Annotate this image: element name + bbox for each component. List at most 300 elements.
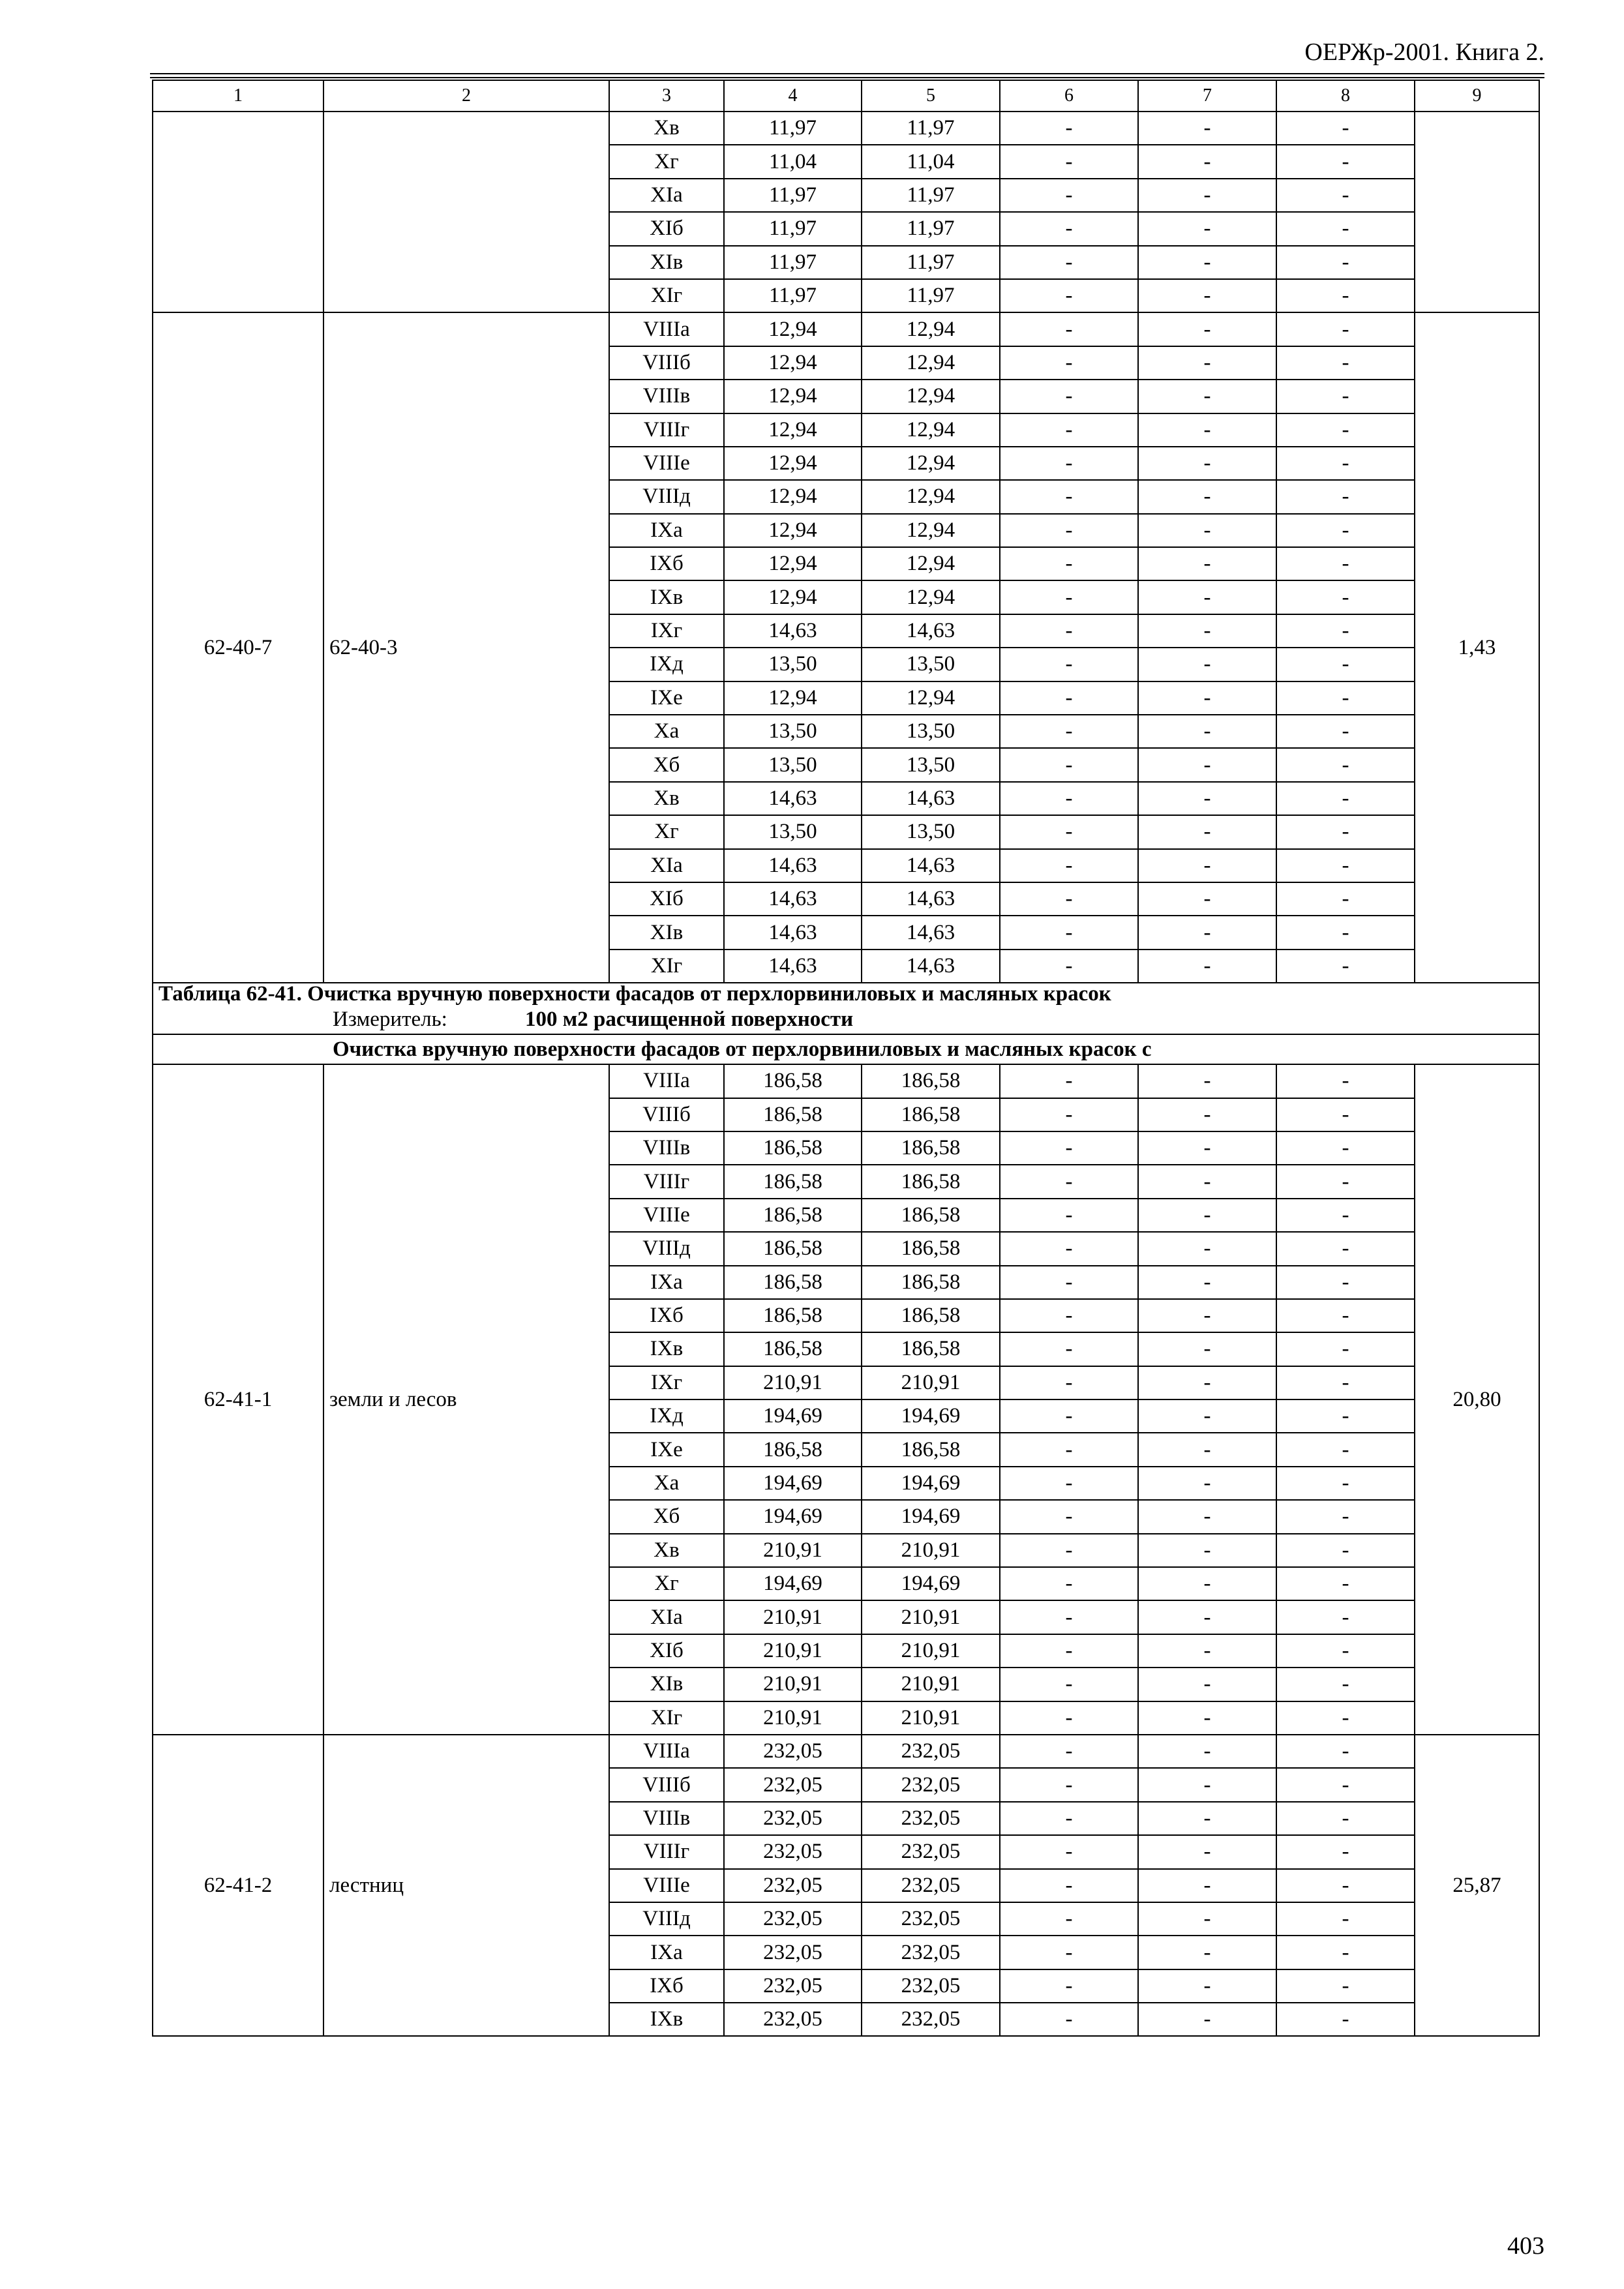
table-title-row	[153, 983, 1539, 1005]
value-cell: 11,97	[862, 179, 1000, 212]
value-cell: 11,97	[724, 212, 862, 245]
dash-cell: -	[1276, 179, 1415, 212]
zone-cell: VIIIв	[609, 1131, 724, 1165]
value-cell: 210,91	[862, 1701, 1000, 1735]
value-cell: 232,05	[724, 2003, 862, 2036]
dash-cell: -	[1276, 1869, 1415, 1902]
dash-cell: -	[1138, 312, 1276, 346]
value-cell: 11,97	[724, 279, 862, 312]
rate-code-cell: 62-41-2	[153, 1735, 323, 2037]
value-cell: 14,63	[724, 916, 862, 949]
dash-cell: -	[1276, 413, 1415, 447]
dash-cell: -	[1138, 1064, 1276, 1098]
dash-cell: -	[1276, 212, 1415, 245]
value-cell: 12,94	[724, 413, 862, 447]
dash-cell: -	[1276, 1835, 1415, 1868]
dash-cell: -	[1000, 346, 1138, 380]
zone-cell: VIIIв	[609, 380, 724, 413]
dash-cell: -	[1276, 681, 1415, 715]
zone-cell: Ха	[609, 715, 724, 748]
dash-cell: -	[1000, 246, 1138, 279]
value-cell: 194,69	[862, 1567, 1000, 1600]
value-cell: 14,63	[862, 882, 1000, 916]
column-number: 5	[862, 80, 1000, 112]
dash-cell: -	[1276, 447, 1415, 480]
header-rule	[150, 73, 1544, 74]
value-cell: 232,05	[724, 1735, 862, 1768]
value-cell: 194,69	[724, 1567, 862, 1600]
value-cell: 12,94	[724, 580, 862, 614]
dash-cell: -	[1000, 1534, 1138, 1567]
dash-cell: -	[1276, 1467, 1415, 1500]
zone-cell: VIIIб	[609, 346, 724, 380]
dash-cell: -	[1000, 212, 1138, 245]
value-cell: 12,94	[724, 681, 862, 715]
zone-cell: IХд	[609, 648, 724, 681]
dash-cell: -	[1000, 547, 1138, 580]
dash-cell: -	[1276, 1266, 1415, 1299]
table-title: Таблица 62-41. Очистка вручную поверхности фасадов от перхлорвиниловых и масляных красок	[153, 983, 1539, 1005]
zone-cell: Хг	[609, 145, 724, 178]
dash-cell: -	[1138, 447, 1276, 480]
header-rule-double	[150, 77, 1544, 78]
dash-cell: -	[1138, 1567, 1276, 1600]
value-cell: 186,58	[724, 1433, 862, 1466]
dash-cell: -	[1138, 950, 1276, 983]
value-cell: 13,50	[724, 748, 862, 781]
value-cell: 210,91	[724, 1600, 862, 1634]
dash-cell: -	[1276, 1802, 1415, 1835]
value-cell: 12,94	[862, 380, 1000, 413]
zone-cell: ХIа	[609, 179, 724, 212]
value-cell: 12,94	[862, 312, 1000, 346]
zone-cell: IХв	[609, 1332, 724, 1366]
value-cell: 12,94	[862, 346, 1000, 380]
dash-cell: -	[1138, 715, 1276, 748]
value-cell: 12,94	[862, 447, 1000, 480]
value-cell: 11,97	[862, 246, 1000, 279]
value-cell: 13,50	[724, 648, 862, 681]
dash-cell: -	[1138, 1399, 1276, 1433]
zone-cell: Хб	[609, 748, 724, 781]
value-cell: 210,91	[724, 1668, 862, 1701]
dash-cell: -	[1138, 782, 1276, 815]
dash-cell: -	[1138, 1500, 1276, 1533]
value-cell: 14,63	[862, 916, 1000, 949]
value-cell: 14,63	[862, 614, 1000, 648]
dash-cell: -	[1138, 1165, 1276, 1198]
dash-cell: -	[1000, 480, 1138, 513]
value-cell: 186,58	[862, 1433, 1000, 1466]
zone-cell: VIIIб	[609, 1098, 724, 1131]
value-cell: 11,04	[724, 145, 862, 178]
dash-cell: -	[1000, 1131, 1138, 1165]
dash-cell: -	[1276, 1969, 1415, 2003]
dash-cell: -	[1000, 1735, 1138, 1768]
dash-cell: -	[1138, 1467, 1276, 1500]
dash-cell: -	[1000, 1433, 1138, 1466]
dash-cell: -	[1276, 1768, 1415, 1801]
value-cell: 12,94	[862, 580, 1000, 614]
value-cell: 232,05	[862, 1969, 1000, 2003]
zone-cell: VIIIе	[609, 447, 724, 480]
dash-cell: -	[1000, 1232, 1138, 1265]
work-description-cell: земли и лесов	[323, 1064, 609, 1735]
value-cell: 186,58	[862, 1232, 1000, 1265]
dash-cell: -	[1000, 279, 1138, 312]
dash-cell: -	[1000, 580, 1138, 614]
dash-cell: -	[1000, 1902, 1138, 1936]
zone-cell: ХIв	[609, 1668, 724, 1701]
dash-cell: -	[1000, 1835, 1138, 1868]
dash-cell: -	[1138, 1634, 1276, 1668]
value-cell: 11,97	[724, 112, 862, 145]
rate-code-cell: 62-40-7	[153, 312, 323, 983]
value-cell: 186,58	[724, 1098, 862, 1131]
zone-cell: IХв	[609, 580, 724, 614]
value-cell: 232,05	[724, 1768, 862, 1801]
dash-cell: -	[1276, 950, 1415, 983]
value-cell: 210,91	[724, 1634, 862, 1668]
column-number: 4	[724, 80, 862, 112]
dash-cell: -	[1000, 1098, 1138, 1131]
value-cell: 186,58	[724, 1064, 862, 1098]
dash-cell: -	[1276, 1534, 1415, 1567]
value-cell: 210,91	[724, 1701, 862, 1735]
dash-cell: -	[1276, 580, 1415, 614]
zone-cell: IХе	[609, 681, 724, 715]
dash-cell: -	[1276, 1902, 1415, 1936]
value-cell: 13,50	[862, 748, 1000, 781]
work-description-cell: лестниц	[323, 1735, 609, 2037]
rate-code-cell	[153, 112, 323, 312]
value-cell: 210,91	[862, 1534, 1000, 1567]
zone-cell: Хг	[609, 1567, 724, 1600]
page-number: 403	[1507, 2232, 1544, 2260]
dash-cell: -	[1138, 547, 1276, 580]
dash-cell: -	[1138, 849, 1276, 882]
value-cell: 12,94	[862, 681, 1000, 715]
zone-cell: ХIа	[609, 1600, 724, 1634]
value-cell: 232,05	[862, 1936, 1000, 1969]
dash-cell: -	[1276, 882, 1415, 916]
dash-cell: -	[1000, 715, 1138, 748]
value-cell: 186,58	[724, 1131, 862, 1165]
zone-cell: IХв	[609, 2003, 724, 2036]
value-cell: 13,50	[724, 815, 862, 848]
dash-cell: -	[1138, 1701, 1276, 1735]
col9-value-cell	[1415, 112, 1539, 312]
measure-cell	[153, 1005, 1539, 1034]
zone-cell: IХа	[609, 1936, 724, 1969]
dash-cell: -	[1138, 614, 1276, 648]
value-cell: 210,91	[862, 1668, 1000, 1701]
dash-cell: -	[1000, 1266, 1138, 1299]
table-row	[153, 1735, 1539, 1768]
zone-cell: IХб	[609, 1969, 724, 2003]
dash-cell: -	[1276, 547, 1415, 580]
dash-cell: -	[1000, 514, 1138, 547]
measure-label: Измеритель:	[333, 1007, 447, 1031]
zone-cell: Ха	[609, 1467, 724, 1500]
dash-cell: -	[1138, 748, 1276, 781]
column-number: 3	[609, 80, 724, 112]
value-cell: 11,97	[862, 112, 1000, 145]
dash-cell: -	[1000, 1467, 1138, 1500]
dash-cell: -	[1138, 1802, 1276, 1835]
value-cell: 12,94	[724, 547, 862, 580]
dash-cell: -	[1276, 1366, 1415, 1399]
dash-cell: -	[1000, 1165, 1138, 1198]
value-cell: 232,05	[862, 1835, 1000, 1868]
zone-cell: IХг	[609, 1366, 724, 1399]
dash-cell: -	[1276, 916, 1415, 949]
value-cell: 13,50	[862, 648, 1000, 681]
dash-cell: -	[1000, 950, 1138, 983]
table-row	[153, 312, 1539, 346]
zone-cell: IХд	[609, 1399, 724, 1433]
dash-cell: -	[1000, 145, 1138, 178]
dash-cell: -	[1000, 1969, 1138, 2003]
value-cell: 13,50	[862, 715, 1000, 748]
value-cell: 186,58	[862, 1266, 1000, 1299]
dash-cell: -	[1138, 246, 1276, 279]
value-cell: 14,63	[724, 882, 862, 916]
value-cell: 194,69	[862, 1500, 1000, 1533]
measure-row	[153, 1005, 1539, 1034]
value-cell: 186,58	[862, 1098, 1000, 1131]
zone-cell: Хв	[609, 112, 724, 145]
value-cell: 12,94	[862, 547, 1000, 580]
table-row	[153, 1064, 1539, 1098]
dash-cell: -	[1276, 246, 1415, 279]
work-description-cell: 62-40-3	[323, 312, 609, 983]
value-cell: 12,94	[724, 346, 862, 380]
value-cell: 12,94	[862, 413, 1000, 447]
dash-cell: -	[1276, 1064, 1415, 1098]
dash-cell: -	[1138, 380, 1276, 413]
dash-cell: -	[1000, 849, 1138, 882]
dash-cell: -	[1276, 1131, 1415, 1165]
dash-cell: -	[1138, 145, 1276, 178]
dash-cell: -	[1276, 514, 1415, 547]
col9-value-cell: 20,80	[1415, 1064, 1539, 1735]
dash-cell: -	[1138, 681, 1276, 715]
section-subtitle-cell	[153, 1034, 1539, 1064]
dash-cell: -	[1000, 1701, 1138, 1735]
value-cell: 232,05	[724, 1936, 862, 1969]
value-cell: 232,05	[862, 1768, 1000, 1801]
dash-cell: -	[1276, 312, 1415, 346]
column-number: 2	[323, 80, 609, 112]
dash-cell: -	[1000, 1600, 1138, 1634]
value-cell: 232,05	[862, 1902, 1000, 1936]
dash-cell: -	[1000, 1399, 1138, 1433]
value-cell: 14,63	[724, 614, 862, 648]
dash-cell: -	[1138, 1969, 1276, 2003]
value-cell: 14,63	[862, 950, 1000, 983]
value-cell: 14,63	[724, 849, 862, 882]
value-cell: 13,50	[862, 815, 1000, 848]
zone-cell: Хв	[609, 782, 724, 815]
dash-cell: -	[1138, 1266, 1276, 1299]
zone-cell: VIIIд	[609, 1902, 724, 1936]
dash-cell: -	[1000, 681, 1138, 715]
value-cell: 13,50	[724, 715, 862, 748]
dash-cell: -	[1000, 1332, 1138, 1366]
zone-cell: VIIIд	[609, 1232, 724, 1265]
dash-cell: -	[1276, 480, 1415, 513]
value-cell: 232,05	[862, 2003, 1000, 2036]
dash-cell: -	[1138, 916, 1276, 949]
value-cell: 14,63	[724, 950, 862, 983]
dash-cell: -	[1000, 1802, 1138, 1835]
dash-cell: -	[1276, 1936, 1415, 1969]
value-cell: 210,91	[862, 1600, 1000, 1634]
dash-cell: -	[1138, 279, 1276, 312]
value-cell: 186,58	[724, 1199, 862, 1232]
dash-cell: -	[1000, 1299, 1138, 1332]
dash-cell: -	[1276, 815, 1415, 848]
value-cell: 12,94	[724, 514, 862, 547]
dash-cell: -	[1138, 1366, 1276, 1399]
dash-cell: -	[1138, 480, 1276, 513]
dash-cell: -	[1276, 1098, 1415, 1131]
dash-cell: -	[1000, 2003, 1138, 2036]
dash-cell: -	[1000, 312, 1138, 346]
value-cell: 11,97	[724, 179, 862, 212]
measure-value: 100 м2 расчищенной поверхности	[525, 1007, 854, 1031]
dash-cell: -	[1000, 1768, 1138, 1801]
dash-cell: -	[1138, 815, 1276, 848]
zone-cell: VIIIа	[609, 1064, 724, 1098]
dash-cell: -	[1276, 1299, 1415, 1332]
zone-cell: Хв	[609, 1534, 724, 1567]
dash-cell: -	[1000, 1936, 1138, 1969]
value-cell: 186,58	[724, 1332, 862, 1366]
dash-cell: -	[1276, 346, 1415, 380]
value-cell: 232,05	[862, 1869, 1000, 1902]
dash-cell: -	[1000, 614, 1138, 648]
dash-cell: -	[1276, 715, 1415, 748]
column-number: 7	[1138, 80, 1276, 112]
dash-cell: -	[1276, 849, 1415, 882]
work-description-cell	[323, 112, 609, 312]
value-cell: 12,94	[862, 480, 1000, 513]
zone-cell: Хб	[609, 1500, 724, 1533]
dash-cell: -	[1276, 1567, 1415, 1600]
value-cell: 186,58	[724, 1232, 862, 1265]
value-cell: 12,94	[724, 312, 862, 346]
section-subtitle-row	[153, 1034, 1539, 1064]
column-number: 1	[153, 80, 323, 112]
table-row	[153, 112, 1539, 145]
dash-cell: -	[1000, 112, 1138, 145]
zone-cell: IХг	[609, 614, 724, 648]
value-cell: 11,97	[724, 246, 862, 279]
dash-cell: -	[1138, 1433, 1276, 1466]
dash-cell: -	[1276, 1232, 1415, 1265]
value-cell: 14,63	[862, 849, 1000, 882]
dash-cell: -	[1138, 1600, 1276, 1634]
value-cell: 12,94	[724, 447, 862, 480]
dash-cell: -	[1276, 1500, 1415, 1533]
dash-cell: -	[1000, 1668, 1138, 1701]
dash-cell: -	[1138, 1869, 1276, 1902]
dash-cell: -	[1138, 648, 1276, 681]
dash-cell: -	[1000, 179, 1138, 212]
value-cell: 186,58	[862, 1199, 1000, 1232]
dash-cell: -	[1276, 1199, 1415, 1232]
zone-cell: IХе	[609, 1433, 724, 1466]
dash-cell: -	[1276, 1668, 1415, 1701]
value-cell: 14,63	[862, 782, 1000, 815]
value-cell: 194,69	[724, 1399, 862, 1433]
dash-cell: -	[1000, 782, 1138, 815]
value-cell: 232,05	[724, 1835, 862, 1868]
dash-cell: -	[1276, 1701, 1415, 1735]
dash-cell: -	[1138, 1768, 1276, 1801]
value-cell: 232,05	[724, 1869, 862, 1902]
dash-cell: -	[1276, 748, 1415, 781]
value-cell: 12,94	[862, 514, 1000, 547]
zone-cell: ХIв	[609, 246, 724, 279]
value-cell: 186,58	[724, 1299, 862, 1332]
value-cell: 210,91	[724, 1534, 862, 1567]
column-number: 8	[1276, 80, 1415, 112]
value-cell: 232,05	[862, 1735, 1000, 1768]
dash-cell: -	[1000, 1634, 1138, 1668]
column-number: 6	[1000, 80, 1138, 112]
dash-cell: -	[1138, 413, 1276, 447]
dash-cell: -	[1138, 1835, 1276, 1868]
dash-cell: -	[1138, 2003, 1276, 2036]
dash-cell: -	[1276, 782, 1415, 815]
dash-cell: -	[1276, 1735, 1415, 1768]
value-cell: 186,58	[724, 1165, 862, 1198]
dash-cell: -	[1138, 1936, 1276, 1969]
dash-cell: -	[1138, 514, 1276, 547]
zone-cell: VIIIа	[609, 312, 724, 346]
dash-cell: -	[1138, 1131, 1276, 1165]
dash-cell: -	[1138, 346, 1276, 380]
dash-cell: -	[1138, 1299, 1276, 1332]
zone-cell: VIIIг	[609, 413, 724, 447]
dash-cell: -	[1276, 648, 1415, 681]
value-cell: 194,69	[724, 1500, 862, 1533]
section-subtitle: Очистка вручную поверхности фасадов от перхлорвиниловых и масляных красок с	[333, 1037, 1152, 1061]
dash-cell: -	[1276, 2003, 1415, 2036]
value-cell: 186,58	[862, 1131, 1000, 1165]
value-cell: 11,97	[862, 279, 1000, 312]
dash-cell: -	[1000, 1500, 1138, 1533]
dash-cell: -	[1276, 1600, 1415, 1634]
dash-cell: -	[1138, 179, 1276, 212]
dash-cell: -	[1138, 882, 1276, 916]
value-cell: 194,69	[862, 1399, 1000, 1433]
zone-cell: VIIIг	[609, 1165, 724, 1198]
dash-cell: -	[1276, 1634, 1415, 1668]
dash-cell: -	[1276, 1433, 1415, 1466]
dash-cell: -	[1000, 1366, 1138, 1399]
zone-cell: VIIIб	[609, 1768, 724, 1801]
value-cell: 210,91	[862, 1366, 1000, 1399]
dash-cell: -	[1000, 882, 1138, 916]
zone-cell: IХа	[609, 514, 724, 547]
dash-cell: -	[1000, 447, 1138, 480]
dash-cell: -	[1138, 580, 1276, 614]
zone-cell: VIIIе	[609, 1869, 724, 1902]
